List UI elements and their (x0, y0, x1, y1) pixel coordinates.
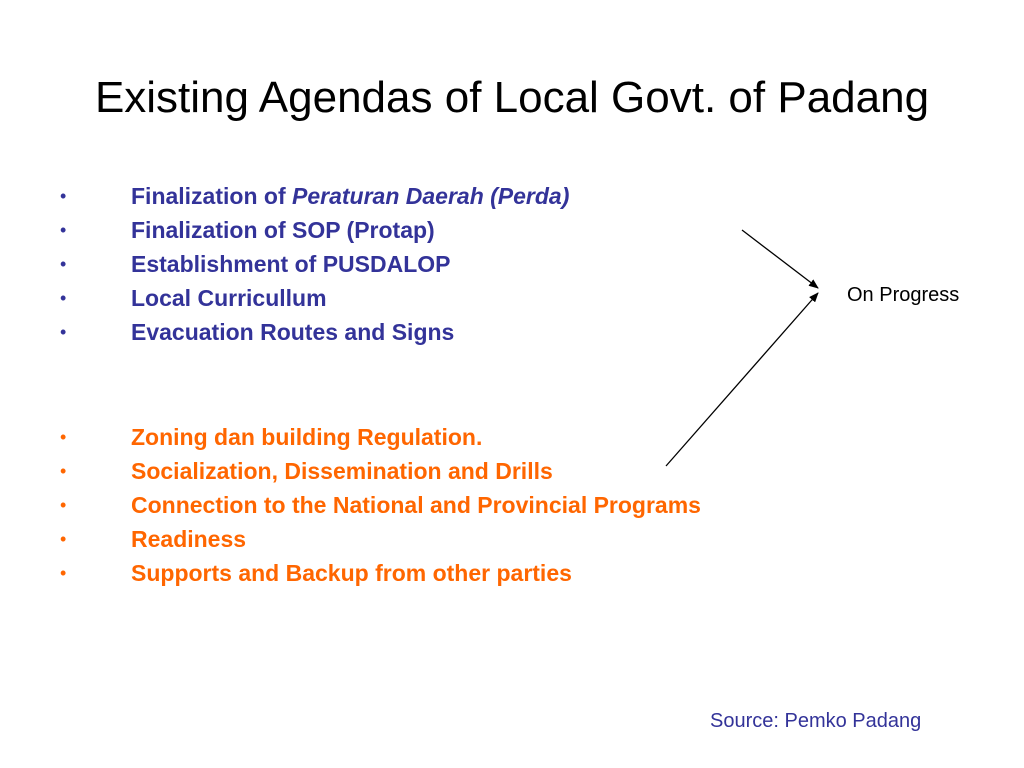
list-item-text: Supports and Backup from other parties (131, 560, 572, 586)
bullet-icon: • (60, 461, 67, 481)
bullet-icon: • (60, 495, 67, 515)
list-item-text: Readiness (131, 526, 247, 552)
bullet-icon: • (60, 186, 67, 206)
list-item-text: Connection to the National and Provincial Programs (131, 492, 701, 518)
bullet-icon: • (60, 563, 67, 583)
lower-arrow (666, 293, 818, 466)
bullet-icon: • (60, 427, 67, 447)
slide-title: Existing Agendas of Local Govt. of Padang (94, 73, 930, 122)
bullet-icon: • (60, 322, 67, 342)
bullet-icon: • (60, 254, 67, 274)
list-item-text: Finalization of SOP (Protap) (131, 217, 435, 243)
list-item-text: Evacuation Routes and Signs (131, 319, 455, 345)
list-item-text: Establishment of PUSDALOP (131, 251, 451, 277)
list-item-text: Zoning dan building Regulation. (131, 424, 483, 450)
bullet-icon: • (60, 288, 67, 308)
bullet-icon: • (60, 529, 67, 549)
bullet-icon: • (60, 220, 67, 240)
list-item-text: Socialization, Dissemination and Drills (131, 458, 553, 484)
on-progress-label: On Progress (847, 284, 960, 306)
list-item-italic: Peraturan Daerah (Perda) (292, 183, 570, 209)
list-item-prefix: Finalization of (131, 183, 292, 209)
list-item-text: Local Curricullum (131, 285, 327, 311)
source-note: Source: Pemko Padang (710, 710, 922, 732)
upper-arrow (742, 230, 818, 288)
